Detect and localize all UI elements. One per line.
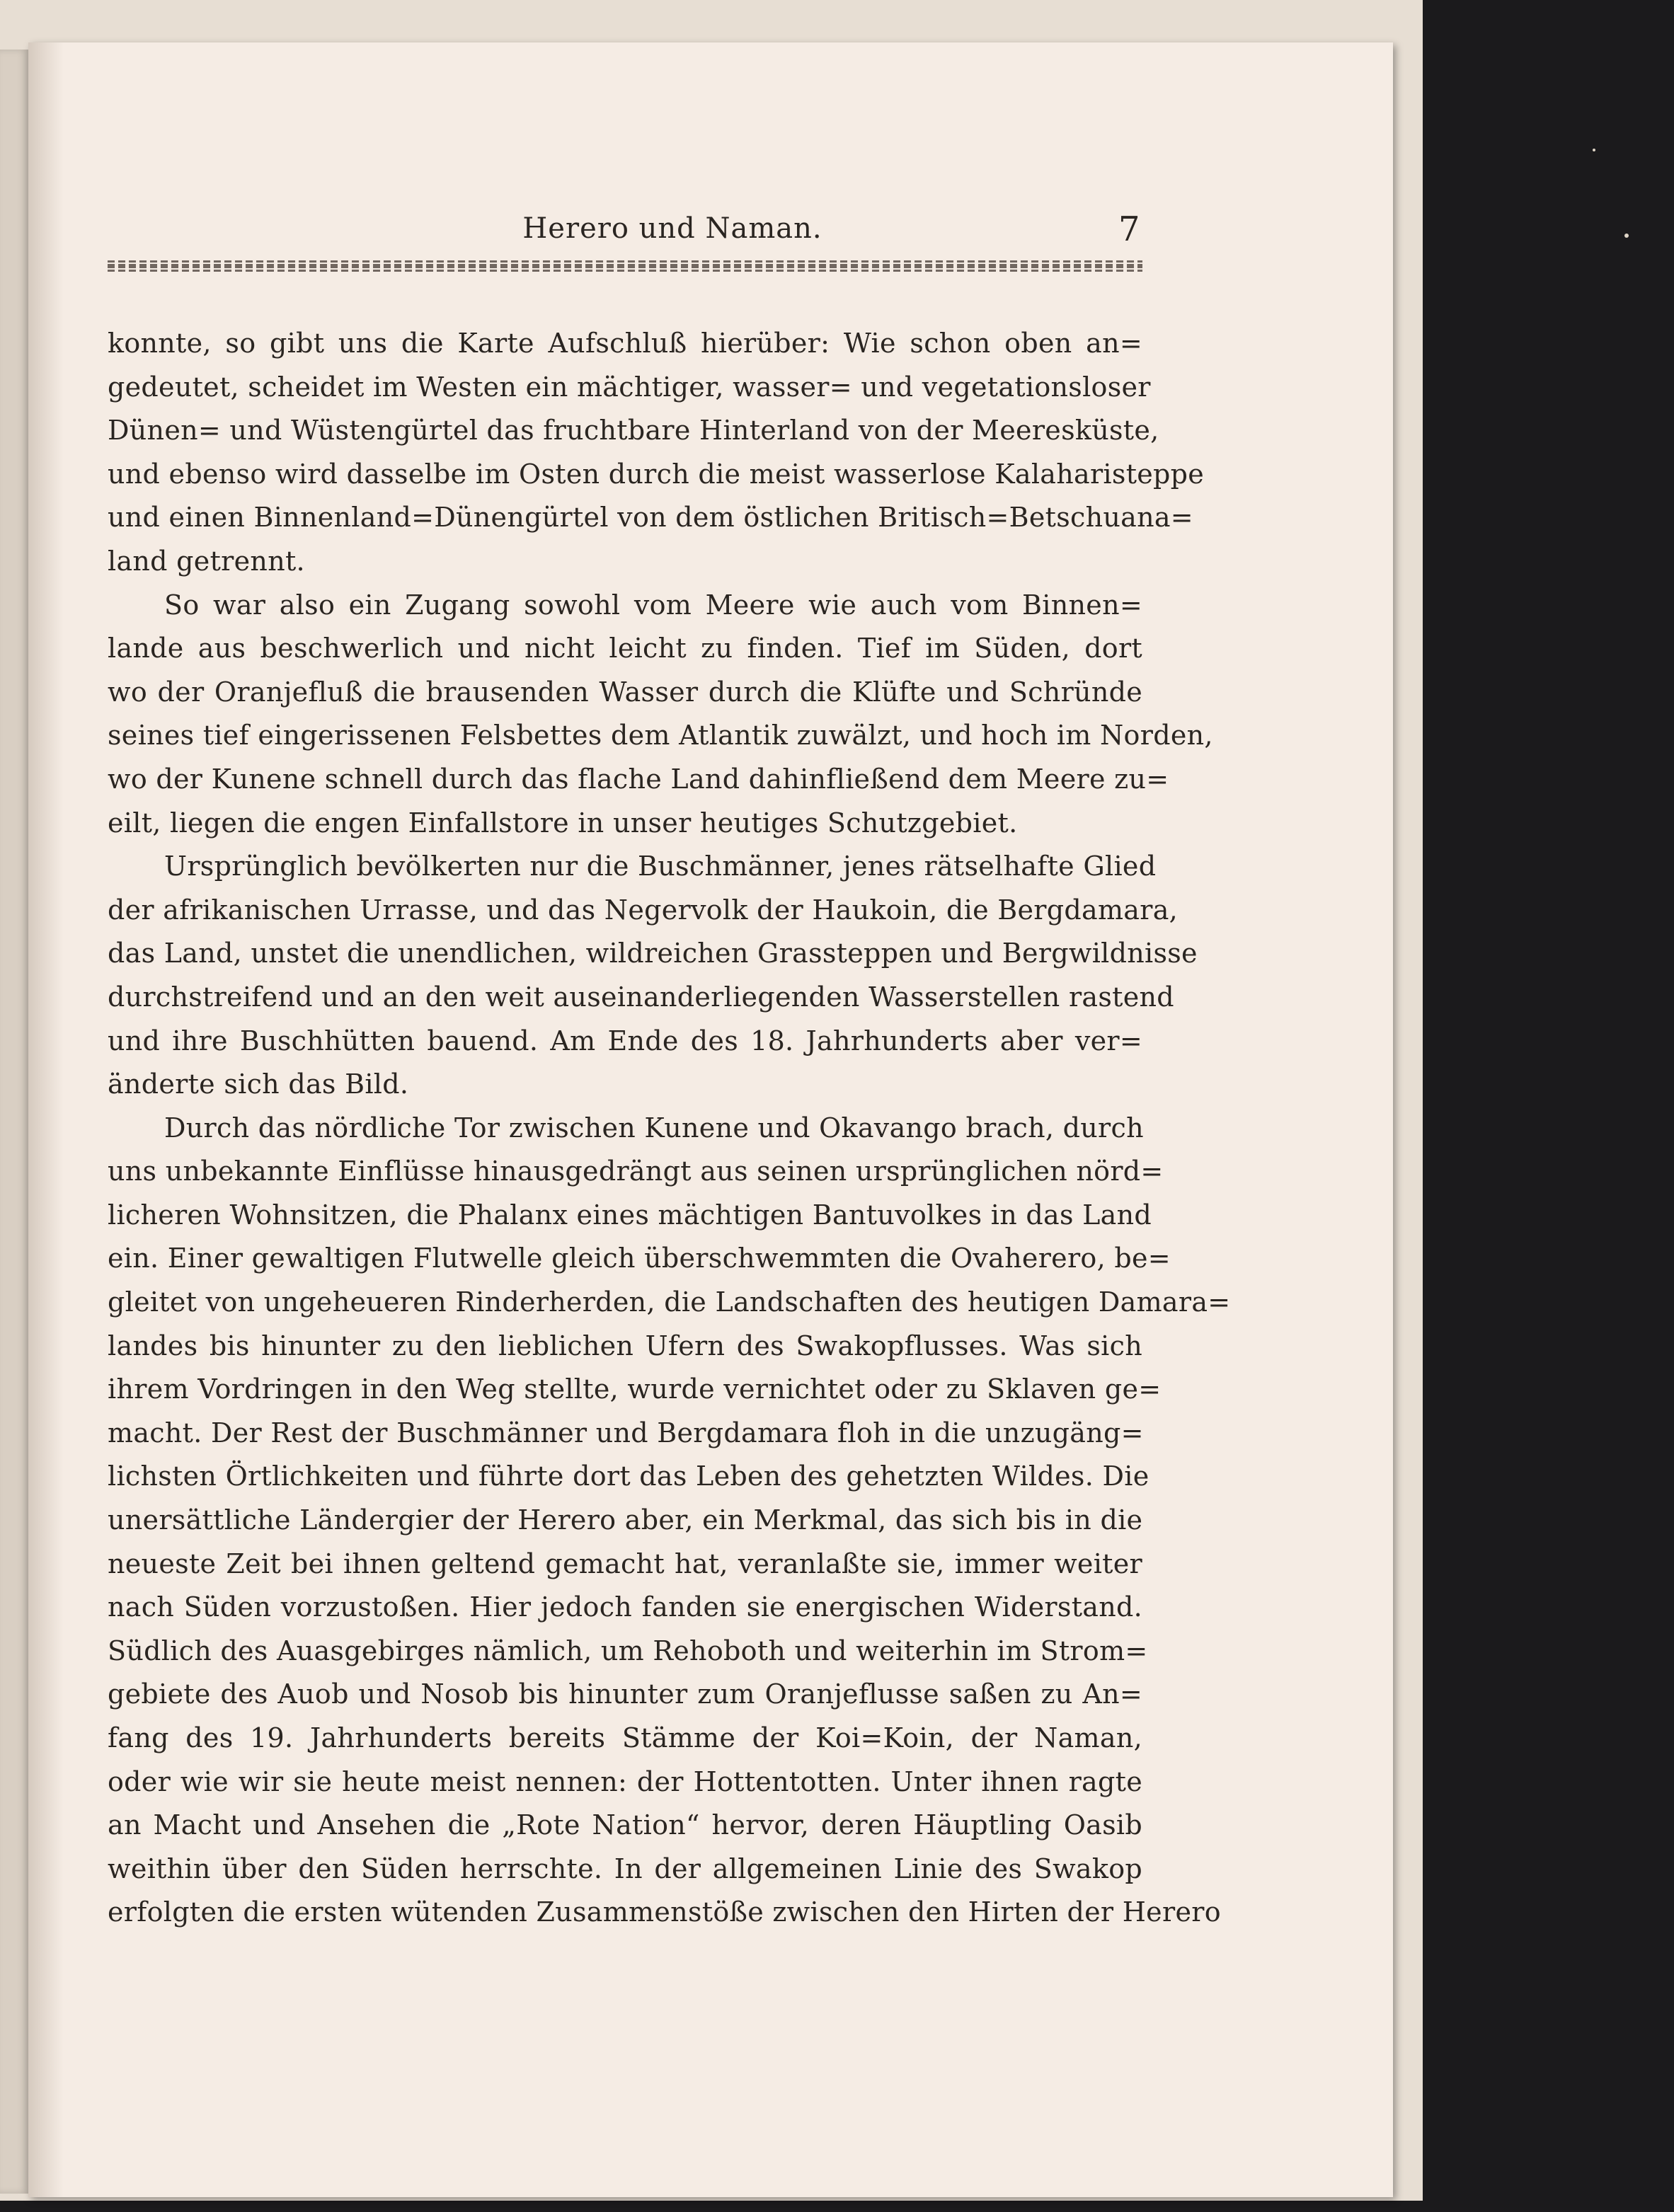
text-line: land getrennt. [108,545,305,577]
text-line: Südlich des Auasgebirges nämlich, um Rehoboth und weiterhin im Strom= [108,1635,1148,1666]
text-line: seines tief eingerissenen Felsbettes dem Atlantik zuwälzt, und hoch im Norden, [108,720,1213,751]
text-line: lande aus beschwerlich und nicht leicht zu finden. Tief im Süden, dort [108,633,1142,664]
dust-speck [1593,149,1595,151]
running-header-title: Herero und Naman. [522,212,822,245]
text-line: und einen Binnenland=Dünengürtel von dem östlichen Britisch=Betschuana= [108,502,1193,534]
text-line: neueste Zeit bei ihnen geltend gemacht hat, veranlaßte sie, immer weiter [108,1548,1142,1579]
text-line: ein. Einer gewaltigen Flutwelle gleich überschwemmten die Ovaherero, be= [108,1243,1171,1274]
ornamental-rule [108,260,1142,272]
gutter-shadow [28,42,64,2197]
text-line: uns unbekannte Einflüsse hinausgedrängt aus seinen ursprünglichen nörd= [108,1156,1164,1187]
body-text [108,322,1231,1935]
text-line: So war also ein Zugang sowohl vom Meere wie auch vom Binnen= [164,589,1142,621]
text-line: eilt, liegen die engen Einfallstore in unser heutiges Schutzgebiet. [108,807,1018,839]
text-line: gedeutet, scheidet im Westen ein mächtiger, wasser= und vegetationsloser [108,371,1151,403]
text-line: und ihre Buschhütten bauend. Am Ende des 18. Jahrhunderts aber ver= [108,1025,1142,1056]
text-line: licheren Wohnsitzen, die Phalanx eines mächtigen Bantuvolkes in das Land [108,1199,1152,1231]
text-line: nach Süden vorzustoßen. Hier jedoch fanden sie energischen Widerstand. [108,1591,1142,1623]
text-line: Ursprünglich bevölkerten nur die Buschmänner, jenes rätselhafte Glied [164,851,1157,882]
text-line: änderte sich das Bild. [108,1068,409,1100]
text-line: Durch das nördliche Tor zwischen Kunene und Okavango brach, durch [164,1112,1144,1144]
text-line: Dünen= und Wüstengürtel das fruchtbare Hinterland von der Meeresküste, [108,415,1159,447]
text-line: gebiete des Auob und Nosob bis hinunter zum Oranjeflusse saßen zu An= [108,1678,1142,1710]
text-line: wo der Kunene schnell durch das flache Land dahinfließend dem Meere zu= [108,763,1169,795]
text-line: der afrikanischen Urrasse, und das Negervolk der Haukoin, die Bergdamara, [108,894,1179,926]
text-line: konnte, so gibt uns die Karte Aufschluß hierüber: Wie schon oben an= [108,328,1142,359]
text-line: und ebenso wird dasselbe im Osten durch die meist wasserlose Kalaharisteppe [108,458,1205,490]
previous-page-edge [0,50,28,2194]
page-number: 7 [1118,209,1140,249]
text-line: oder wie wir sie heute meist nennen: der Hottentotten. Unter ihnen ragte [108,1765,1142,1797]
text-line: fang des 19. Jahrhunderts bereits Stämme der Koi=Koin, der Naman, [108,1722,1142,1753]
text-line: an Macht und Ansehen die „Rote Nation“ hervor, deren Häuptling Oasib [108,1809,1142,1841]
text-line: ihrem Vordringen in den Weg stellte, wurde vernichtet oder zu Sklaven ge= [108,1373,1162,1405]
text-line: wo der Oranjefluß die brausenden Wasser durch die Klüfte und Schründe [108,676,1142,708]
text-line: weithin über den Süden herrschte. In der allgemeinen Linie des Swakop [108,1853,1142,1884]
text-line: lichsten Örtlichkeiten und führte dort das Leben des gehetzten Wildes. Die [108,1461,1150,1492]
text-line: das Land, unstet die unendlichen, wildreichen Grassteppen und Bergwildnisse [108,938,1198,969]
text-line: erfolgten die ersten wütenden Zusammenstöße zwischen den Hirten der Herero [108,1896,1221,1928]
text-line: macht. Der Rest der Buschmänner und Bergdamara floh in die unzugäng= [108,1417,1144,1448]
text-line: landes bis hinunter zu den lieblichen Ufern des Swakopflusses. Was sich [108,1330,1142,1361]
text-line: durchstreifend und an den weit auseinanderliegenden Wasserstellen rastend [108,981,1174,1013]
dust-speck [1624,234,1629,238]
text-line: gleitet von ungeheueren Rinderherden, die Landschaften des heutigen Damara= [108,1286,1231,1318]
text-line: unersättliche Ländergier der Herero aber, ein Merkmal, das sich bis in die [108,1504,1143,1536]
